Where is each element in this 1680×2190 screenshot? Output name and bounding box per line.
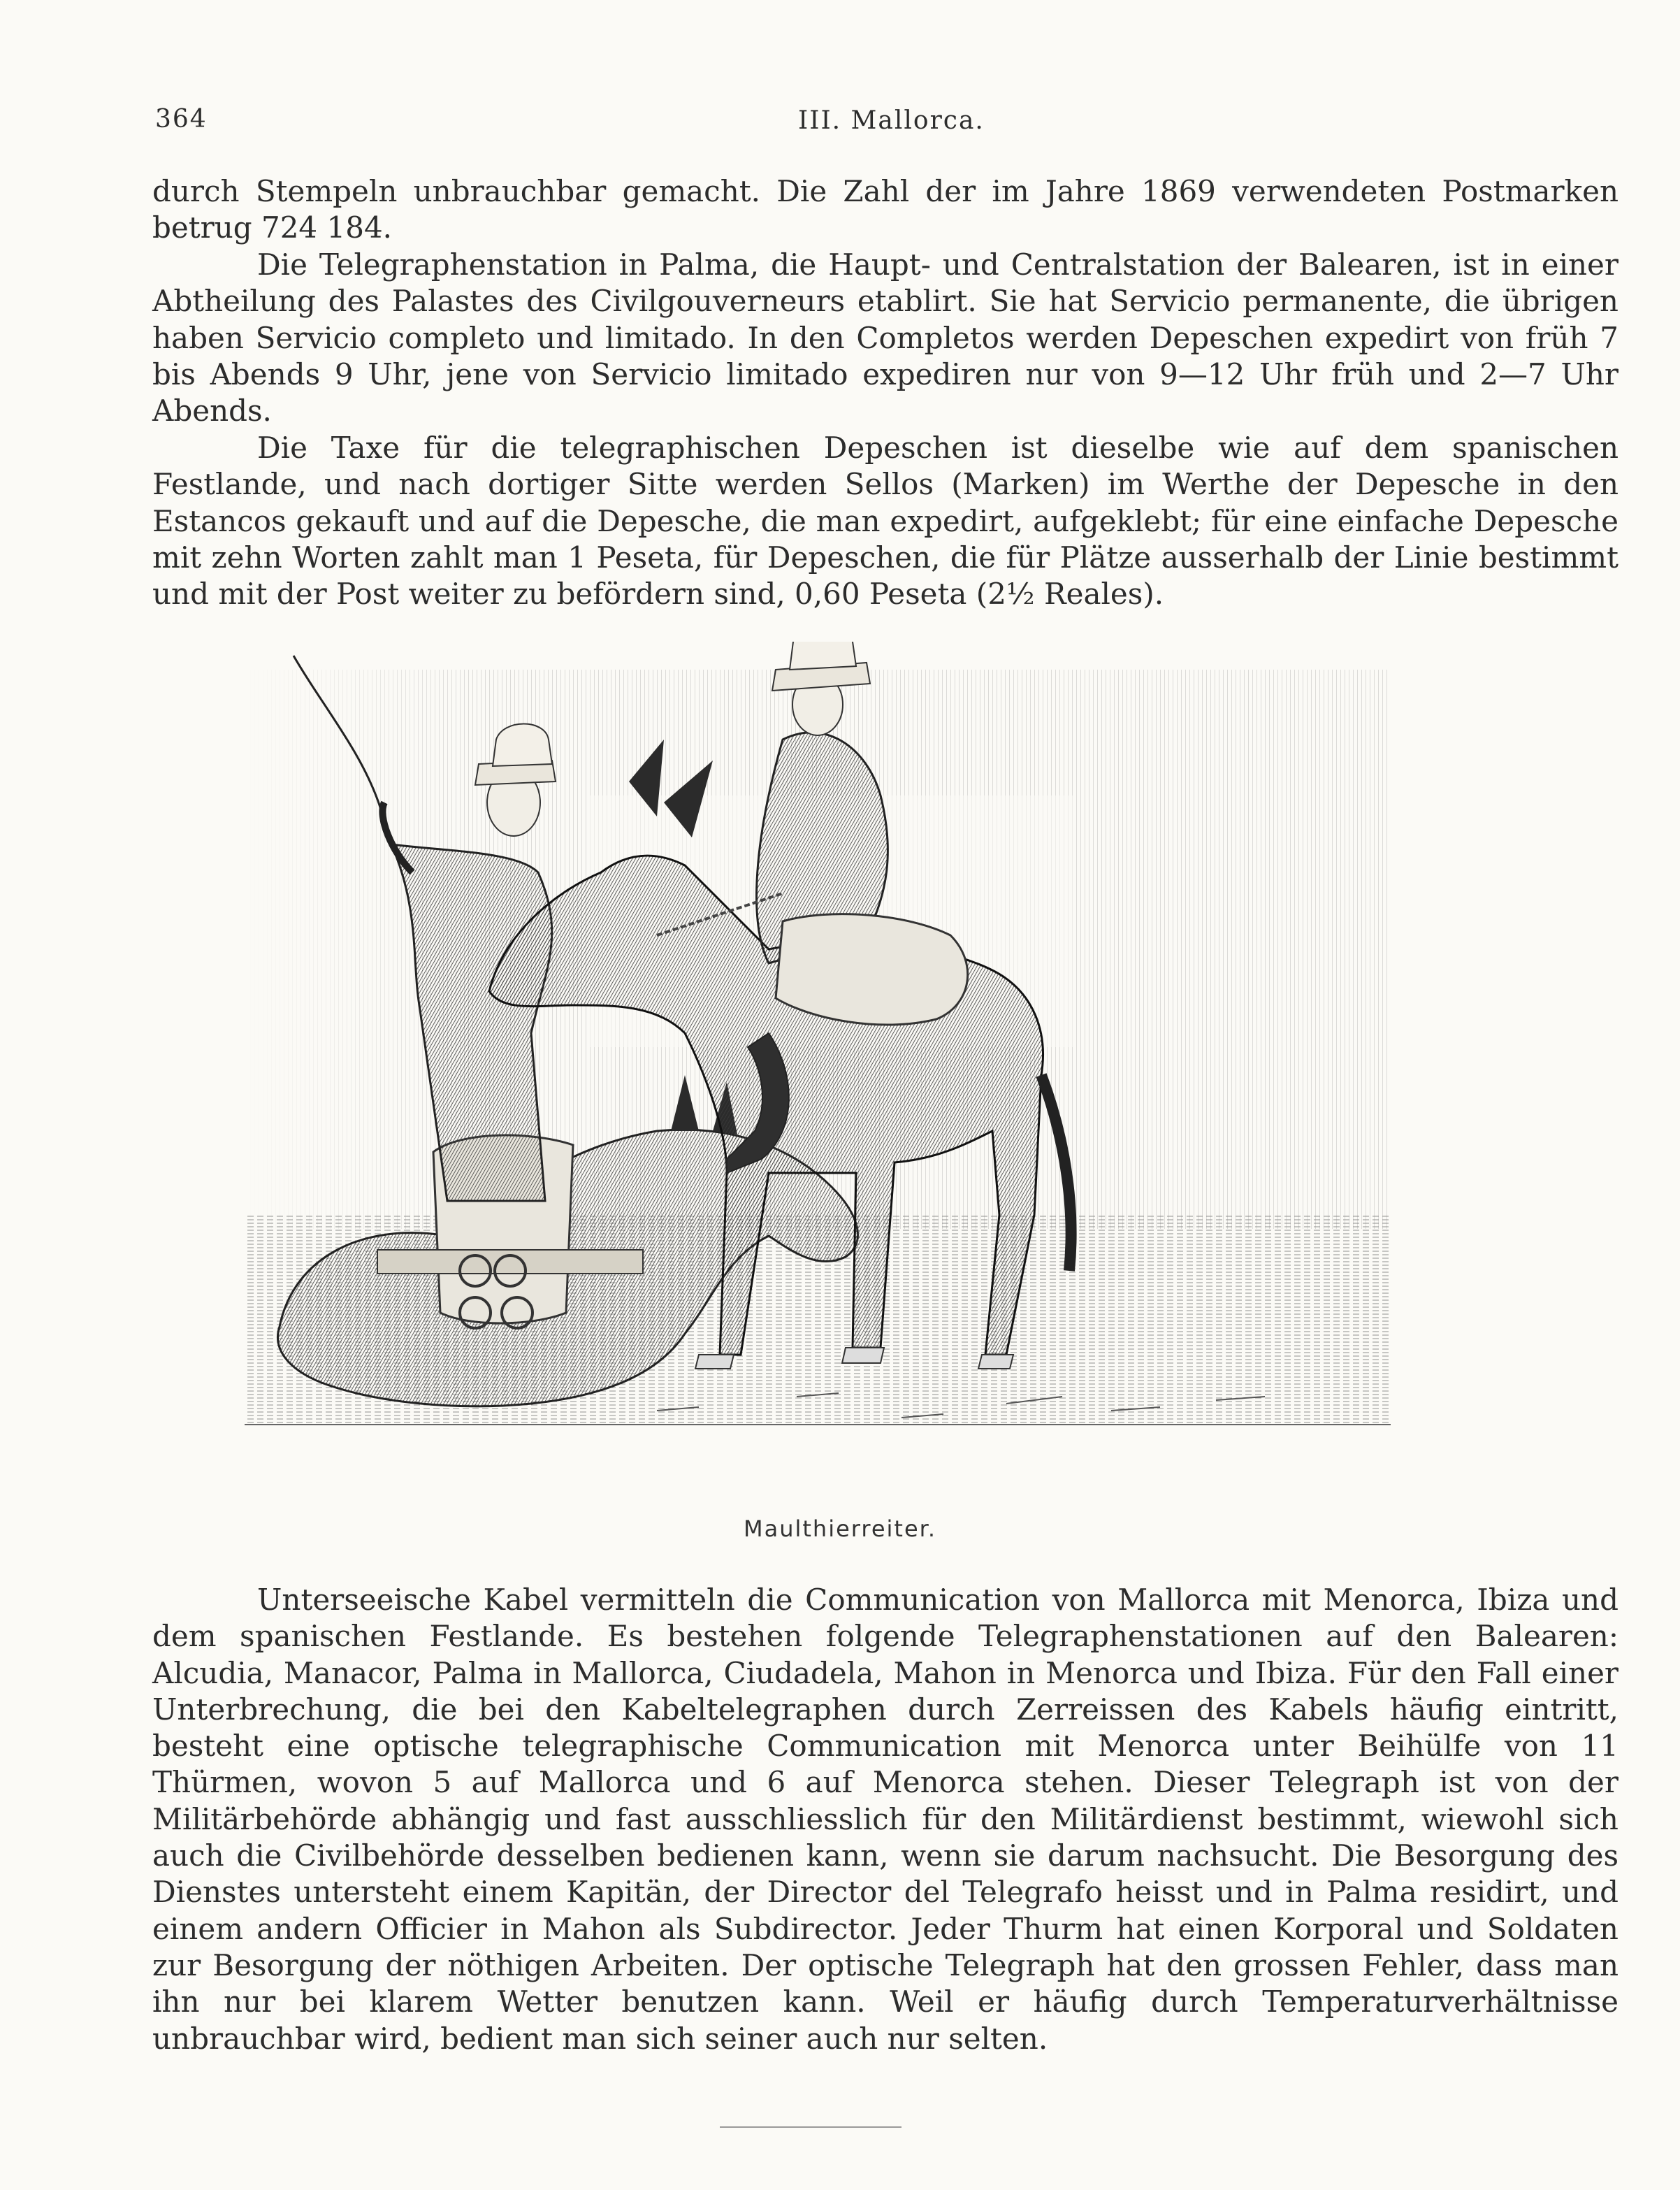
end-rule <box>720 2126 901 2128</box>
paragraph-continuation: durch Stempeln unbrauchbar gemacht. Die Zahl der im Jahre 1869 verwendeten Postmarken betrug 724 184. <box>152 174 1619 245</box>
paragraph-submarine-cable: Unterseeische Kabel vermitteln die Communication von Mallorca mit Menorca, Ibiza und dem spanischen Festlande. Es bestehen folgende Telegraphenstationen auf den Balearen: Alcudia, Manacor, Palma in Mallorca, Ciudadela, Mahon in Menorca und Ibiza. Für den Fall einer Unterbrechung, die bei den Kabeltelegraphen durch Zerreissen des Kabels häufig eintritt, besteht eine optische telegraphische Communication mit Menorca unter Beihülfe von 11 Thürmen, wovon 5 auf Mallorca und 6 auf Menorca stehen. Dieser Telegraph ist von der Militärbehörde abhängig und fast ausschliesslich für den Militärdienst bestimmt, wiewohl sich auch die Civilbehörde desselben bedienen kann, wenn sie darum nachsucht. Die Besorgung des Dienstes untersteht einem Kapitän, der Director del Telegrafo heisst und in Palma residirt, und einem andern Officier in Mahon als Subdirector. Jeder Thurm hat einen Korporal und Soldaten zur Besorgung der nöthigen Arbeiten. Der optische Telegraph hat den grossen Fehler, dass man ihn nur bei klarem Wetter benutzen kann. Weil er häufig durch Temperaturverhältnisse unbrauchbar wird, bedient man sich seiner auch nur selten. <box>152 1583 1619 2056</box>
top-text-block <box>152 173 1619 613</box>
page-number: 364 <box>155 105 208 134</box>
engraving-illustration <box>238 642 1398 1501</box>
running-head: III. Mallorca. <box>798 106 985 135</box>
bottom-text-block <box>152 1582 1619 2057</box>
page-header <box>155 105 1623 147</box>
figure-caption: Maulthierreiter. <box>743 1515 937 1542</box>
paragraph-telegraph-station: Die Telegraphenstation in Palma, die Haupt- und Centralstation der Balearen, ist in einer Abtheilung des Palastes des Civilgouverneurs etablirt. Sie hat Servicio permanente, die übrigen haben Servicio completo und limitado. In den Completos werden Depeschen expedirt von früh 7 bis Abends 9 Uhr, jene von Servicio limitado expediren nur von 9—12 Uhr früh und 2—7 Uhr Abends. <box>152 247 1619 428</box>
paragraph-telegraph-tax: Die Taxe für die telegraphischen Depeschen ist dieselbe wie auf dem spanischen Festlande, und nach dortiger Sitte werden Sellos (Marken) im Werthe der Depesche in den Estancos gekauft und auf die Depesche, die man expedirt, aufgeklebt; für eine einfache Depesche mit zehn Worten zahlt man 1 Peseta, für Depeschen, die für Plätze ausserhalb der Linie bestimmt und mit der Post weiter zu befördern sind, 0,60 Peseta (2½ Reales). <box>152 430 1619 612</box>
